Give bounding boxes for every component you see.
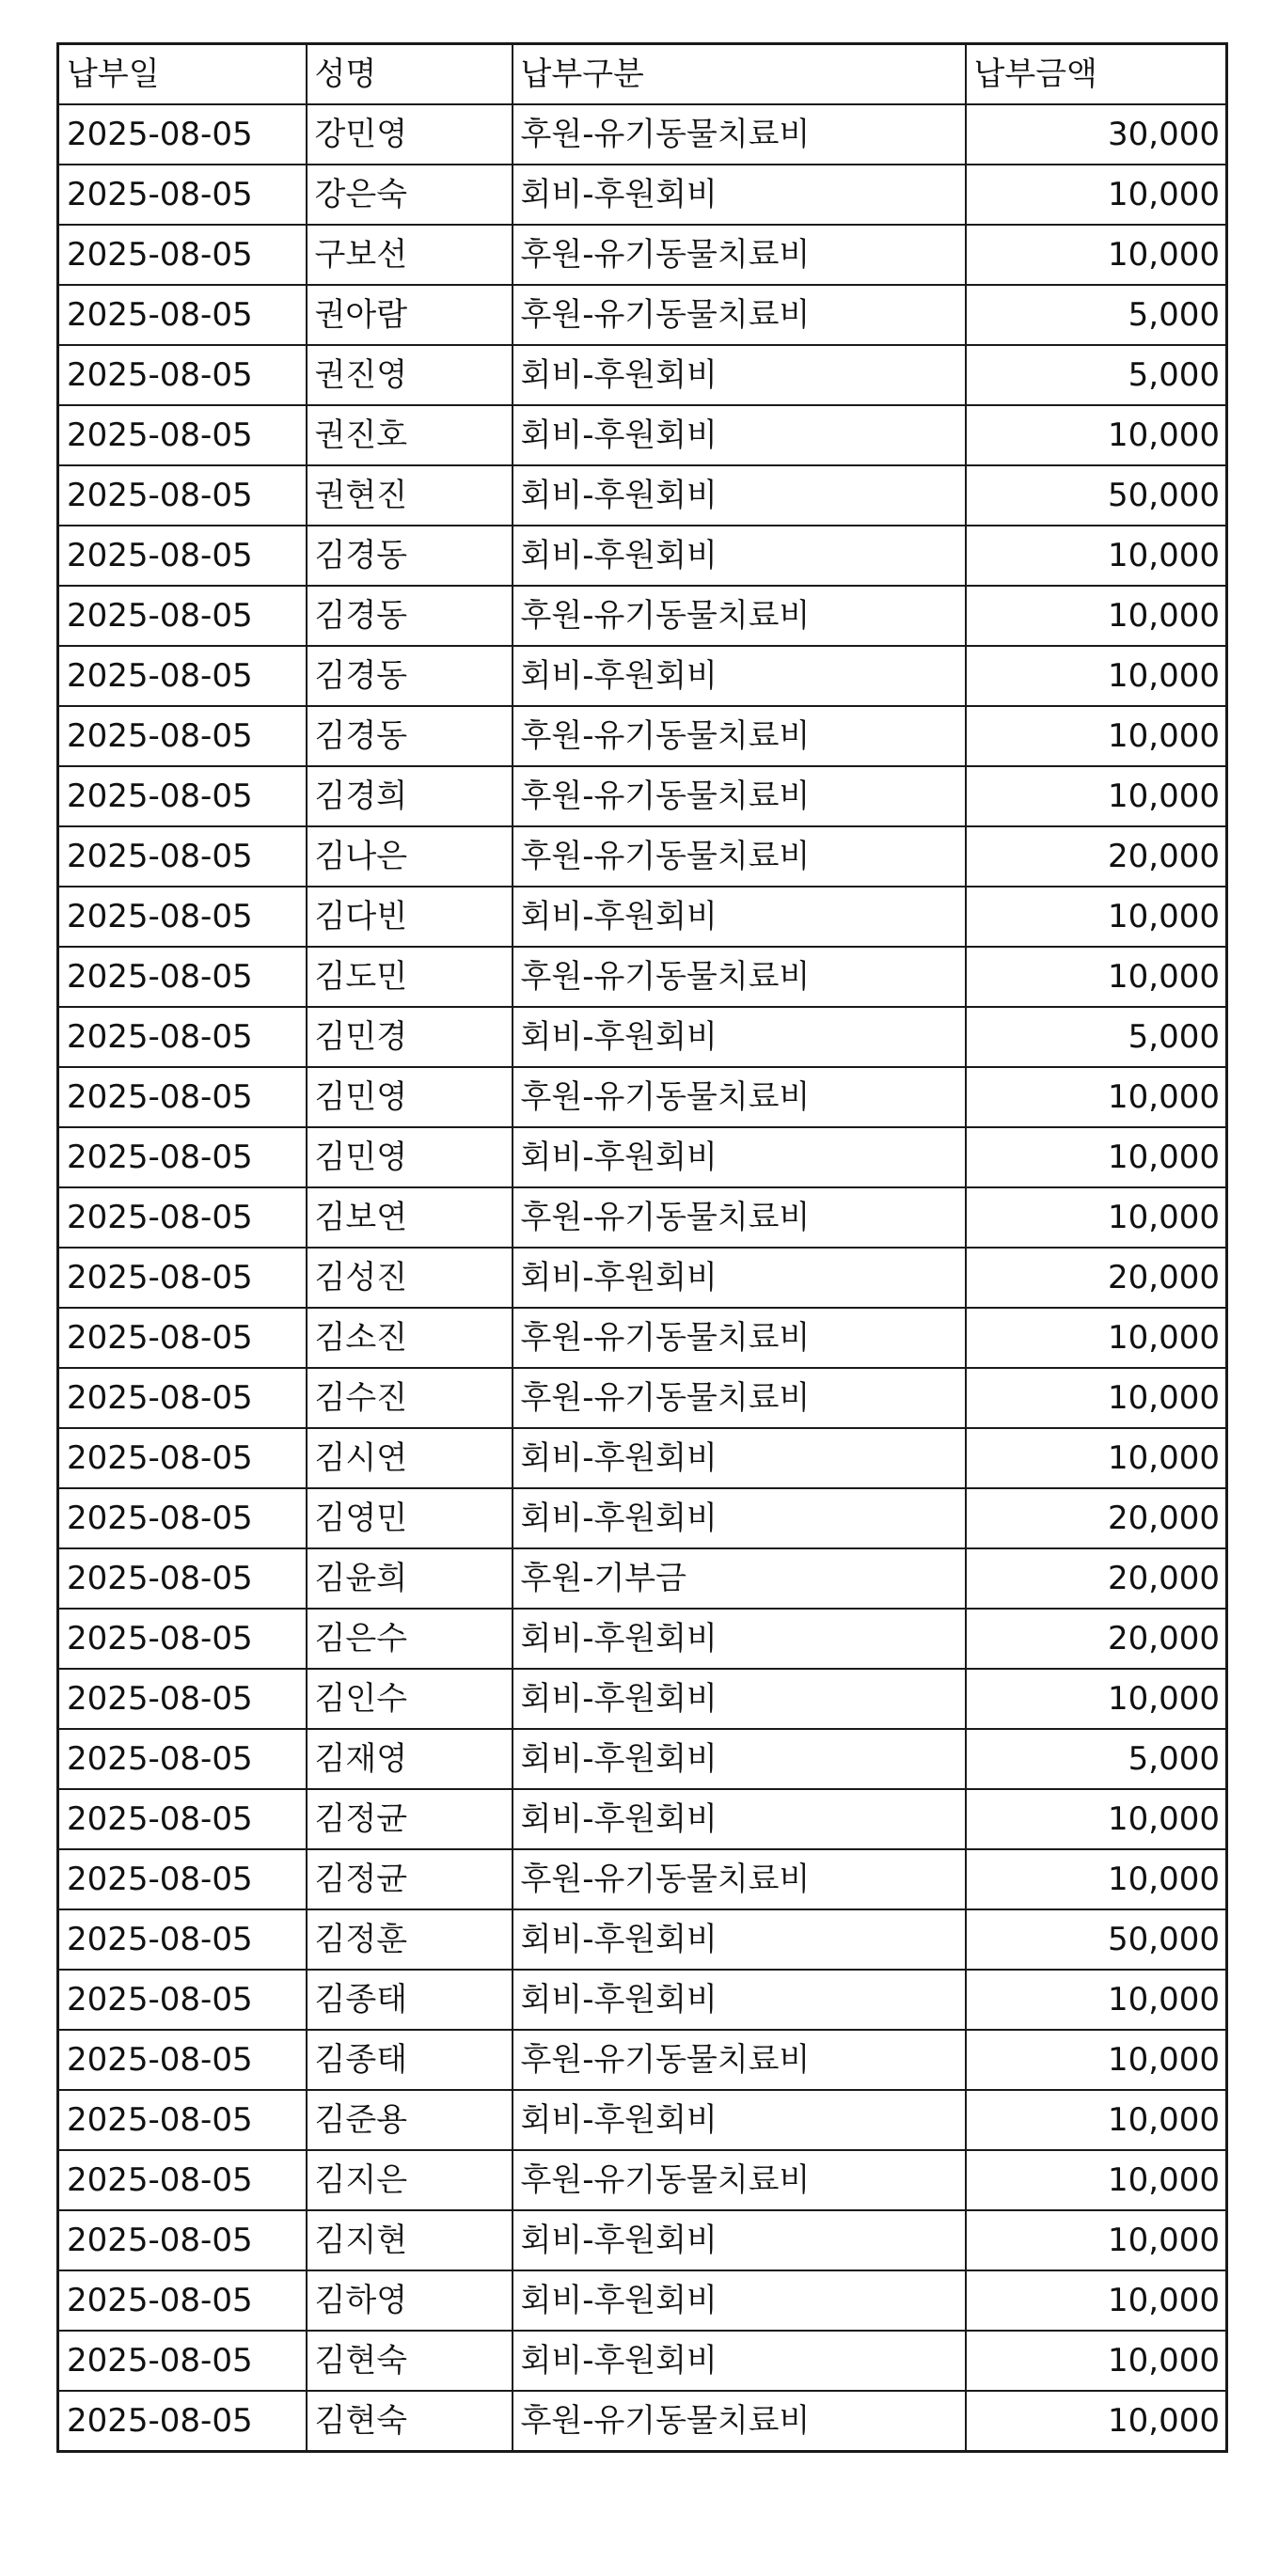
cell-payment-amount: 5,000 (966, 1729, 1227, 1789)
table-row (58, 1428, 1227, 1488)
cell-payment-date: 2025-08-05 (58, 1789, 307, 1849)
table-row (58, 1849, 1227, 1909)
cell-name: 김재영 (307, 1729, 513, 1789)
cell-payment-type: 회비-후원회비 (513, 887, 966, 947)
cell-name: 김경동 (307, 526, 513, 586)
cell-payment-amount: 10,000 (966, 526, 1227, 586)
cell-payment-date: 2025-08-05 (58, 465, 307, 526)
cell-payment-type: 회비-후원회비 (513, 1970, 966, 2030)
cell-payment-amount: 30,000 (966, 104, 1227, 165)
cell-payment-amount: 10,000 (966, 1187, 1227, 1248)
cell-payment-amount: 10,000 (966, 586, 1227, 646)
cell-payment-date: 2025-08-05 (58, 1970, 307, 2030)
cell-payment-date: 2025-08-05 (58, 104, 307, 165)
cell-name: 김경동 (307, 646, 513, 706)
cell-payment-type: 회비-후원회비 (513, 1428, 966, 1488)
table-row (58, 1067, 1227, 1127)
cell-payment-date: 2025-08-05 (58, 285, 307, 345)
cell-payment-amount: 10,000 (966, 2090, 1227, 2150)
cell-payment-amount: 10,000 (966, 766, 1227, 826)
cell-payment-date: 2025-08-05 (58, 1729, 307, 1789)
cell-payment-type: 회비-후원회비 (513, 2331, 966, 2391)
cell-payment-date: 2025-08-05 (58, 1067, 307, 1127)
cell-payment-type: 회비-후원회비 (513, 1007, 966, 1067)
cell-payment-date: 2025-08-05 (58, 2270, 307, 2331)
payment-table-body (58, 44, 1227, 2452)
cell-payment-amount: 10,000 (966, 1308, 1227, 1368)
cell-payment-type: 회비-후원회비 (513, 1669, 966, 1729)
cell-name: 김종태 (307, 2030, 513, 2090)
cell-name: 김인수 (307, 1669, 513, 1729)
cell-payment-date: 2025-08-05 (58, 1127, 307, 1187)
cell-name: 김경동 (307, 586, 513, 646)
cell-payment-amount: 10,000 (966, 2150, 1227, 2210)
table-row (58, 465, 1227, 526)
cell-payment-type: 후원-유기동물치료비 (513, 2030, 966, 2090)
cell-payment-type: 후원-유기동물치료비 (513, 285, 966, 345)
cell-payment-amount: 10,000 (966, 1849, 1227, 1909)
table-row (58, 1609, 1227, 1669)
cell-name: 구보선 (307, 225, 513, 285)
cell-name: 김수진 (307, 1368, 513, 1428)
cell-name: 권현진 (307, 465, 513, 526)
cell-payment-date: 2025-08-05 (58, 1368, 307, 1428)
cell-payment-amount: 5,000 (966, 1007, 1227, 1067)
cell-payment-date: 2025-08-05 (58, 826, 307, 887)
table-row (58, 2030, 1227, 2090)
cell-payment-date: 2025-08-05 (58, 706, 307, 766)
cell-payment-amount: 10,000 (966, 1067, 1227, 1127)
cell-name: 김보연 (307, 1187, 513, 1248)
cell-payment-amount: 10,000 (966, 706, 1227, 766)
cell-payment-amount: 5,000 (966, 285, 1227, 345)
cell-payment-type: 후원-유기동물치료비 (513, 586, 966, 646)
cell-payment-date: 2025-08-05 (58, 405, 307, 465)
header-payment-type: 납부구분 (513, 44, 966, 105)
cell-payment-date: 2025-08-05 (58, 1909, 307, 1970)
table-row (58, 405, 1227, 465)
cell-payment-type: 후원-기부금 (513, 1548, 966, 1609)
cell-payment-amount: 10,000 (966, 1789, 1227, 1849)
cell-name: 김민영 (307, 1127, 513, 1187)
cell-payment-type: 후원-유기동물치료비 (513, 1308, 966, 1368)
cell-payment-type: 회비-후원회비 (513, 1789, 966, 1849)
cell-name: 김현숙 (307, 2331, 513, 2391)
cell-name: 김준용 (307, 2090, 513, 2150)
cell-payment-date: 2025-08-05 (58, 1248, 307, 1308)
cell-payment-amount: 10,000 (966, 2210, 1227, 2270)
cell-payment-date: 2025-08-05 (58, 2331, 307, 2391)
cell-payment-date: 2025-08-05 (58, 2391, 307, 2452)
cell-name: 김경희 (307, 766, 513, 826)
cell-payment-type: 후원-유기동물치료비 (513, 1849, 966, 1909)
cell-payment-type: 회비-후원회비 (513, 1729, 966, 1789)
table-row (58, 526, 1227, 586)
cell-payment-amount: 10,000 (966, 165, 1227, 225)
table-row (58, 1368, 1227, 1428)
table-row (58, 766, 1227, 826)
cell-payment-date: 2025-08-05 (58, 165, 307, 225)
cell-name: 김현숙 (307, 2391, 513, 2452)
cell-payment-date: 2025-08-05 (58, 225, 307, 285)
table-row (58, 887, 1227, 947)
cell-payment-date: 2025-08-05 (58, 1548, 307, 1609)
cell-payment-type: 후원-유기동물치료비 (513, 1187, 966, 1248)
table-row (58, 1970, 1227, 2030)
table-row (58, 2391, 1227, 2452)
cell-payment-type: 회비-후원회비 (513, 1609, 966, 1669)
table-row (58, 646, 1227, 706)
cell-payment-type: 후원-유기동물치료비 (513, 104, 966, 165)
cell-payment-amount: 10,000 (966, 1428, 1227, 1488)
cell-payment-date: 2025-08-05 (58, 2210, 307, 2270)
cell-payment-date: 2025-08-05 (58, 1669, 307, 1729)
table-row (58, 1127, 1227, 1187)
cell-payment-amount: 20,000 (966, 826, 1227, 887)
cell-payment-amount: 10,000 (966, 947, 1227, 1007)
cell-payment-type: 회비-후원회비 (513, 1488, 966, 1548)
table-row (58, 165, 1227, 225)
cell-payment-type: 회비-후원회비 (513, 2210, 966, 2270)
cell-name: 김성진 (307, 1248, 513, 1308)
table-row (58, 947, 1227, 1007)
cell-payment-date: 2025-08-05 (58, 1488, 307, 1548)
cell-name: 김영민 (307, 1488, 513, 1548)
cell-payment-type: 회비-후원회비 (513, 1248, 966, 1308)
cell-payment-amount: 10,000 (966, 2331, 1227, 2391)
cell-payment-amount: 20,000 (966, 1609, 1227, 1669)
cell-name: 권진영 (307, 345, 513, 405)
cell-payment-date: 2025-08-05 (58, 2090, 307, 2150)
cell-payment-amount: 10,000 (966, 1127, 1227, 1187)
cell-name: 강민영 (307, 104, 513, 165)
cell-name: 김도민 (307, 947, 513, 1007)
header-payment-date: 납부일 (58, 44, 307, 105)
cell-name: 김은수 (307, 1609, 513, 1669)
cell-payment-amount: 10,000 (966, 1970, 1227, 2030)
cell-payment-amount: 50,000 (966, 465, 1227, 526)
table-row (58, 1488, 1227, 1548)
payment-ledger (56, 42, 1228, 2453)
cell-payment-type: 후원-유기동물치료비 (513, 766, 966, 826)
cell-name: 김다빈 (307, 887, 513, 947)
cell-name: 김정훈 (307, 1909, 513, 1970)
cell-name: 권진호 (307, 405, 513, 465)
cell-payment-date: 2025-08-05 (58, 1007, 307, 1067)
cell-payment-type: 후원-유기동물치료비 (513, 2150, 966, 2210)
cell-payment-amount: 20,000 (966, 1488, 1227, 1548)
table-row (58, 2150, 1227, 2210)
cell-payment-type: 회비-후원회비 (513, 165, 966, 225)
cell-payment-date: 2025-08-05 (58, 947, 307, 1007)
cell-payment-date: 2025-08-05 (58, 2150, 307, 2210)
cell-payment-date: 2025-08-05 (58, 1187, 307, 1248)
cell-name: 김하영 (307, 2270, 513, 2331)
cell-payment-type: 회비-후원회비 (513, 345, 966, 405)
table-header-row (58, 44, 1227, 105)
table-row (58, 1669, 1227, 1729)
cell-payment-date: 2025-08-05 (58, 526, 307, 586)
cell-payment-type: 후원-유기동물치료비 (513, 947, 966, 1007)
cell-name: 김나은 (307, 826, 513, 887)
cell-name: 김민영 (307, 1067, 513, 1127)
table-row (58, 586, 1227, 646)
cell-payment-type: 회비-후원회비 (513, 405, 966, 465)
cell-payment-amount: 10,000 (966, 1669, 1227, 1729)
header-payment-amount: 납부금액 (966, 44, 1227, 105)
cell-payment-date: 2025-08-05 (58, 586, 307, 646)
cell-name: 김소진 (307, 1308, 513, 1368)
cell-payment-type: 회비-후원회비 (513, 465, 966, 526)
cell-payment-date: 2025-08-05 (58, 766, 307, 826)
cell-payment-type: 후원-유기동물치료비 (513, 225, 966, 285)
cell-name: 김정균 (307, 1789, 513, 1849)
cell-payment-date: 2025-08-05 (58, 887, 307, 947)
cell-payment-type: 회비-후원회비 (513, 1909, 966, 1970)
table-row (58, 2090, 1227, 2150)
cell-payment-date: 2025-08-05 (58, 1428, 307, 1488)
cell-payment-date: 2025-08-05 (58, 646, 307, 706)
cell-payment-type: 회비-후원회비 (513, 526, 966, 586)
cell-payment-amount: 20,000 (966, 1548, 1227, 1609)
cell-payment-amount: 20,000 (966, 1248, 1227, 1308)
cell-name: 강은숙 (307, 165, 513, 225)
cell-payment-amount: 50,000 (966, 1909, 1227, 1970)
table-row (58, 1308, 1227, 1368)
table-row (58, 2210, 1227, 2270)
table-row (58, 1248, 1227, 1308)
cell-name: 권아람 (307, 285, 513, 345)
table-row (58, 2331, 1227, 2391)
table-row (58, 1007, 1227, 1067)
cell-payment-type: 회비-후원회비 (513, 2270, 966, 2331)
cell-payment-amount: 10,000 (966, 2391, 1227, 2452)
table-row (58, 1789, 1227, 1849)
cell-payment-amount: 10,000 (966, 887, 1227, 947)
cell-payment-amount: 10,000 (966, 1368, 1227, 1428)
cell-name: 김종태 (307, 1970, 513, 2030)
table-row (58, 706, 1227, 766)
cell-name: 김지은 (307, 2150, 513, 2210)
cell-name: 김정균 (307, 1849, 513, 1909)
table-row (58, 826, 1227, 887)
cell-payment-type: 회비-후원회비 (513, 646, 966, 706)
table-row (58, 2270, 1227, 2331)
table-row (58, 104, 1227, 165)
cell-payment-date: 2025-08-05 (58, 345, 307, 405)
cell-payment-date: 2025-08-05 (58, 1609, 307, 1669)
table-row (58, 345, 1227, 405)
cell-name: 김윤희 (307, 1548, 513, 1609)
table-row (58, 1909, 1227, 1970)
cell-name: 김지현 (307, 2210, 513, 2270)
cell-payment-type: 후원-유기동물치료비 (513, 1368, 966, 1428)
cell-name: 김시연 (307, 1428, 513, 1488)
table-row (58, 225, 1227, 285)
table-row (58, 1187, 1227, 1248)
cell-payment-date: 2025-08-05 (58, 1308, 307, 1368)
table-row (58, 285, 1227, 345)
payment-table (56, 42, 1228, 2453)
cell-payment-type: 후원-유기동물치료비 (513, 1067, 966, 1127)
cell-payment-type: 후원-유기동물치료비 (513, 2391, 966, 2452)
cell-payment-type: 회비-후원회비 (513, 1127, 966, 1187)
cell-payment-amount: 10,000 (966, 646, 1227, 706)
cell-payment-amount: 10,000 (966, 405, 1227, 465)
cell-payment-amount: 10,000 (966, 2270, 1227, 2331)
table-row (58, 1729, 1227, 1789)
cell-payment-type: 후원-유기동물치료비 (513, 826, 966, 887)
cell-payment-amount: 10,000 (966, 225, 1227, 285)
cell-name: 김경동 (307, 706, 513, 766)
cell-name: 김민경 (307, 1007, 513, 1067)
table-row (58, 1548, 1227, 1609)
cell-payment-type: 회비-후원회비 (513, 2090, 966, 2150)
cell-payment-amount: 10,000 (966, 2030, 1227, 2090)
header-name: 성명 (307, 44, 513, 105)
cell-payment-type: 후원-유기동물치료비 (513, 706, 966, 766)
cell-payment-date: 2025-08-05 (58, 1849, 307, 1909)
cell-payment-date: 2025-08-05 (58, 2030, 307, 2090)
cell-payment-amount: 5,000 (966, 345, 1227, 405)
